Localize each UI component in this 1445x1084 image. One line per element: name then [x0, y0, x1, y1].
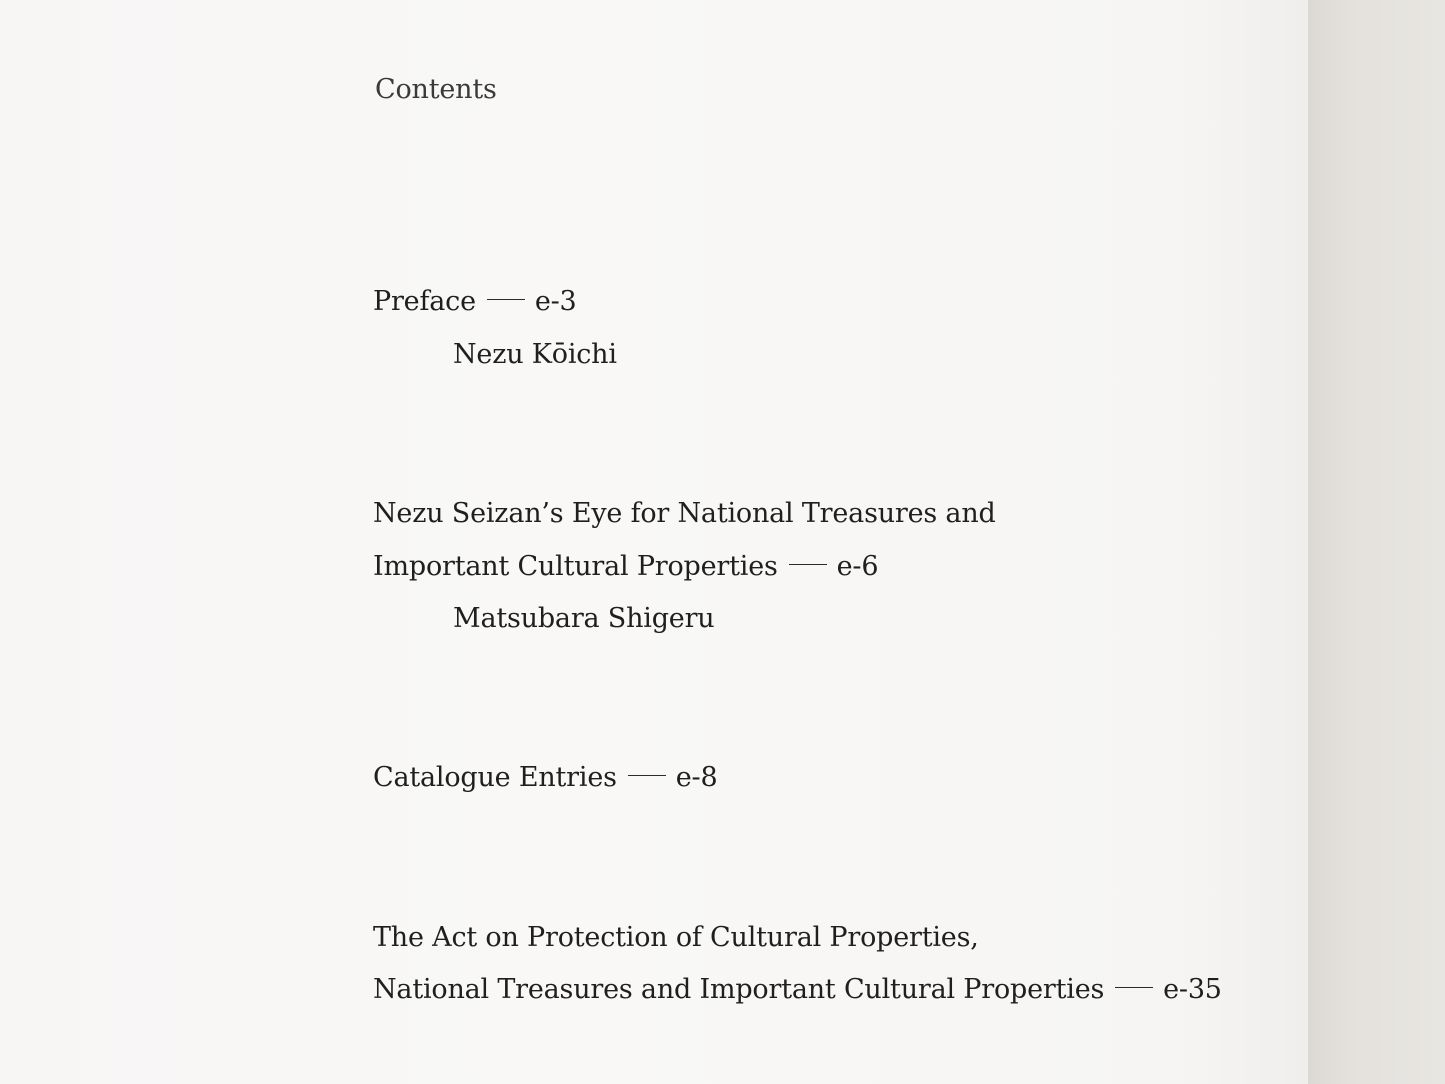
- toc-entry-title: Important Cultural Properties: [373, 551, 778, 582]
- toc-entry-title: The Act on Protection of Cultural Properties,: [373, 922, 979, 953]
- toc-entry-title: Preface: [373, 286, 476, 317]
- toc-entry-preface: [373, 287, 577, 317]
- leader-dash: [1115, 987, 1153, 988]
- contents-heading: Contents: [375, 74, 497, 105]
- toc-entry-author: Nezu Kōichi: [453, 339, 617, 370]
- toc-entry-page: e-35: [1163, 974, 1222, 1005]
- toc-entry-title: National Treasures and Important Cultural Properties: [373, 974, 1105, 1005]
- toc-entry-catalogue: [373, 763, 717, 793]
- leader-dash: [487, 299, 525, 300]
- toc-entry-title: Catalogue Entries: [373, 762, 617, 793]
- toc-entry-act-protection: [373, 975, 1222, 1005]
- toc-entry-page: e-6: [836, 551, 879, 582]
- toc-entry-title: Nezu Seizan’s Eye for National Treasures and: [373, 498, 996, 529]
- toc-entry-page: e-3: [534, 286, 577, 317]
- leader-dash: [789, 564, 827, 565]
- leader-dash: [628, 775, 666, 776]
- toc-entry-page: e-8: [675, 762, 718, 793]
- toc-entry-nezu-seizan: [373, 552, 878, 582]
- page-edge: [1308, 0, 1445, 1084]
- toc-entry-author: Matsubara Shigeru: [453, 603, 715, 634]
